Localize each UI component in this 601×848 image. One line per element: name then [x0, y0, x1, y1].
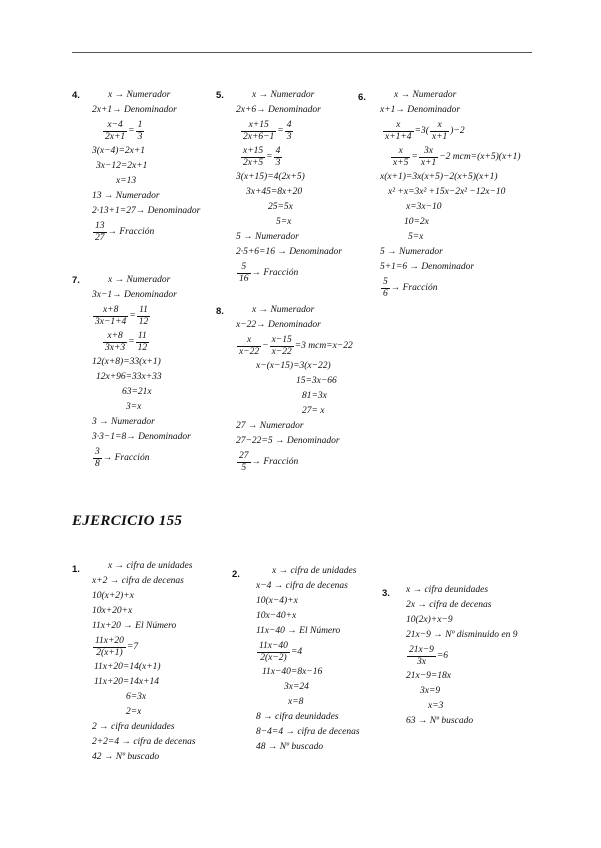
fraction	[241, 120, 276, 143]
fraction-denominator: 2(x+1)	[96, 647, 123, 658]
equation-line	[82, 303, 191, 329]
equation-line	[82, 705, 196, 720]
equation-line	[226, 245, 342, 260]
equation-line	[226, 144, 342, 170]
equation-line	[82, 634, 196, 660]
fraction-denominator: 12	[137, 342, 148, 353]
equation-text: x² +x=3x² +15x−2x² −12x−10	[388, 187, 506, 197]
equation-text: x → cifra deunidades	[406, 585, 489, 595]
fraction-numerator: 11x−40	[259, 640, 288, 651]
equation-text: 27= x	[302, 406, 325, 416]
fraction-numerator: x+15	[243, 145, 264, 156]
fraction	[93, 221, 107, 244]
equation-line	[82, 189, 200, 204]
equation-text: 5 → Numerador	[236, 232, 299, 242]
fraction-numerator: 1	[137, 119, 143, 130]
equation-line	[82, 720, 196, 735]
equation-line	[368, 230, 521, 245]
problem-top-4	[82, 273, 191, 471]
equation-line	[82, 559, 196, 574]
equation-line	[226, 170, 342, 185]
equation-line	[82, 174, 200, 189]
fraction-numerator: 4	[275, 145, 281, 156]
equation-line	[82, 675, 196, 690]
equation-line	[368, 185, 521, 200]
fraction-denominator: 2x+1	[105, 131, 126, 142]
equation-text: =	[129, 310, 136, 321]
equation-line	[82, 400, 191, 415]
fraction-denominator: 6	[383, 288, 388, 299]
equation-line	[82, 604, 196, 619]
equation-line	[392, 669, 517, 684]
equation-text: 21x−9 → Nº disminuido en 9	[406, 630, 518, 640]
equation-text: =	[277, 125, 284, 136]
equation-line	[368, 245, 521, 260]
equation-line	[392, 714, 517, 729]
fraction-denominator: x+5	[393, 157, 409, 168]
fraction	[237, 335, 261, 358]
equation-text: 10=2x	[404, 217, 429, 227]
equation-text: =3(	[414, 125, 429, 136]
equation-text: 5=x	[276, 217, 292, 227]
equation-line	[368, 215, 521, 230]
equation-line	[226, 333, 353, 359]
equation-text: 63 → Nº buscado	[406, 716, 474, 726]
equation-text: x → Numerador	[252, 305, 315, 315]
equation-text: 8 → cifra deunidades	[256, 712, 339, 722]
equation-text: 10(2x)+x−9	[406, 615, 453, 625]
fraction-numerator: x	[383, 120, 414, 132]
equation-line	[392, 699, 517, 714]
equation-text: x=3	[428, 701, 444, 711]
equation-line	[226, 419, 353, 434]
fraction-numerator: 11x+20	[95, 635, 124, 646]
equation-text: 3x−12=2x+1	[96, 161, 148, 171]
equation-line	[226, 449, 353, 475]
equation-line	[82, 329, 191, 355]
equation-text: 10x+20+x	[92, 606, 133, 616]
equation-line	[82, 445, 191, 471]
fraction-numerator: 21x−9	[409, 644, 434, 655]
equation-text: 10(x+2)+x	[92, 591, 134, 601]
problem-top-5	[226, 303, 353, 475]
fraction	[419, 146, 438, 169]
equation-line	[242, 639, 360, 665]
fraction-numerator: x+8	[93, 305, 128, 317]
fraction-numerator: 5	[383, 276, 388, 287]
fraction-denominator: x+1	[420, 157, 437, 168]
equation-line	[226, 215, 342, 230]
fraction	[93, 447, 102, 470]
equation-line	[82, 735, 196, 750]
equation-text: 2x+1→ Denominador	[92, 105, 177, 115]
equation-line	[368, 103, 521, 118]
equation-text: =3 mcm=x−22	[294, 340, 353, 351]
header-rule	[72, 52, 532, 53]
equation-text: 2·5+6=16 → Denominador	[236, 247, 342, 257]
equation-line	[82, 660, 196, 675]
equation-line	[82, 430, 191, 445]
fraction	[430, 120, 449, 143]
fraction	[136, 120, 145, 143]
equation-text: =	[128, 125, 135, 136]
equation-text: 10(x−4)+x	[256, 596, 298, 606]
equation-line	[242, 594, 360, 609]
equation-text: 3x=24	[284, 682, 309, 692]
equation-text: 2=x	[126, 707, 142, 717]
fraction	[93, 305, 128, 328]
equation-line	[82, 690, 196, 705]
fraction-numerator: 11	[136, 331, 150, 343]
equation-text: 2 → cifra deunidades	[92, 722, 175, 732]
equation-line	[392, 643, 517, 669]
equation-line	[242, 710, 360, 725]
equation-line	[392, 598, 517, 613]
fraction-denominator: 3x	[416, 656, 426, 667]
fraction-numerator: 11	[137, 305, 151, 317]
fraction-numerator: 27	[239, 450, 249, 461]
equation-line	[82, 619, 196, 634]
equation-line	[82, 370, 191, 385]
fraction-denominator: x+1+4	[385, 131, 412, 142]
equation-text: 3·3−1=8→ Denominador	[92, 432, 191, 442]
equation-line	[82, 118, 200, 144]
fraction-numerator: 3	[95, 446, 100, 457]
problem-top-3	[368, 88, 521, 301]
fraction-denominator: 5	[241, 462, 247, 473]
equation-line	[226, 230, 342, 245]
equation-text: 3x+45=8x+20	[246, 187, 303, 197]
equation-text: x → cifra de unidades	[272, 566, 357, 576]
equation-text: 5+1=6 → Denominador	[380, 262, 475, 272]
equation-text: 63=21x	[122, 387, 152, 397]
equation-text: x−22→ Denominador	[236, 320, 321, 330]
equation-line	[242, 564, 360, 579]
fraction-numerator: x	[237, 335, 261, 347]
equation-text: 13 → Numerador	[92, 191, 160, 201]
equation-line	[226, 103, 342, 118]
equation-text: → Fracción	[107, 226, 155, 237]
problem-number: 8.	[216, 306, 224, 317]
equation-text: −	[262, 340, 269, 351]
equation-text: x(x+1)=3x(x+5)−2(x+5)(x+1)	[380, 172, 498, 182]
equation-text: 5 → Numerador	[380, 247, 443, 257]
equation-text: 11x−40 → El Número	[256, 626, 341, 636]
equation-line	[82, 204, 200, 219]
equation-line	[226, 389, 353, 404]
fraction-denominator: 12	[138, 316, 149, 327]
fraction-denominator: 3	[137, 131, 143, 142]
equation-text: x=13	[116, 176, 137, 186]
fraction-denominator: 2x+6−1	[243, 131, 275, 142]
equation-text: 8−4=4 → cifra de decenas	[256, 727, 360, 737]
equation-line	[242, 680, 360, 695]
equation-text: 25=5x	[268, 202, 293, 212]
problem-number: 2.	[232, 569, 240, 580]
equation-text: 15=3x−66	[296, 376, 337, 386]
fraction	[237, 262, 251, 285]
problem-number: 5.	[216, 90, 224, 101]
equation-text: 11x+20=14(x+1)	[94, 662, 161, 672]
equation-text: 27−22=5 → Denominador	[236, 436, 340, 446]
fraction	[137, 305, 151, 328]
equation-line	[82, 144, 200, 159]
problem-number: 4.	[72, 90, 80, 101]
equation-line	[368, 144, 521, 170]
problem-number: 1.	[72, 564, 80, 575]
equation-text: x → Numerador	[394, 90, 457, 100]
equation-line	[392, 684, 517, 699]
equation-text: 3(x−4)=2x+1	[92, 146, 145, 156]
equation-text: x → Numerador	[252, 90, 315, 100]
equation-text: 12(x+8)=33(x+1)	[92, 357, 161, 367]
fraction	[285, 120, 294, 143]
fraction-denominator: x−22	[239, 346, 260, 357]
equation-text: → Fracción	[102, 452, 150, 463]
equation-text: 48 → Nº buscado	[256, 742, 324, 752]
fraction-denominator: 8	[95, 458, 100, 469]
fraction	[257, 641, 290, 664]
equation-line	[242, 609, 360, 624]
fraction	[381, 277, 390, 300]
fraction-denominator: 27	[95, 232, 105, 243]
equation-text: 27 → Numerador	[236, 421, 304, 431]
fraction	[407, 645, 436, 668]
equation-text: 21x−9=18x	[406, 671, 452, 681]
fraction	[391, 146, 410, 169]
equation-line	[82, 273, 191, 288]
fraction-numerator: 5	[237, 262, 251, 274]
fraction	[241, 146, 265, 169]
problem-number: 6.	[358, 92, 366, 103]
fraction	[274, 146, 283, 169]
equation-line	[82, 159, 200, 174]
fraction-denominator: 3	[286, 131, 292, 142]
equation-text: −2 mcm=(x+5)(x+1)	[439, 151, 521, 162]
equation-line	[82, 288, 191, 303]
problem-number: 3.	[382, 588, 390, 599]
problem-top-2	[226, 88, 342, 286]
equation-line	[226, 404, 353, 419]
fraction-denominator: x−22	[271, 346, 292, 357]
equation-line	[368, 88, 521, 103]
fraction-denominator: 2x+5	[243, 157, 264, 168]
equation-line	[368, 275, 521, 301]
fraction-numerator: x−15	[271, 334, 292, 345]
fraction-denominator: 3	[275, 157, 281, 168]
equation-text: )−2	[450, 125, 465, 136]
equation-line	[226, 88, 342, 103]
equation-text: x → cifra de unidades	[108, 561, 193, 571]
equation-text: 81=3x	[302, 391, 327, 401]
equation-text: x−(x−15)=3(x−22)	[256, 361, 331, 371]
problem-top-1	[82, 88, 200, 245]
fraction-numerator: x−4	[103, 120, 127, 132]
section-title: EJERCICIO 155	[72, 513, 183, 529]
equation-line	[242, 579, 360, 594]
equation-text: 3x−1→ Denominador	[92, 290, 177, 300]
equation-line	[82, 219, 200, 245]
equation-text: 11x−40=8x−16	[262, 667, 323, 677]
equation-line	[242, 624, 360, 639]
equation-text: → Fracción	[251, 456, 299, 467]
equation-text: =6	[436, 650, 449, 661]
equation-text: 10x−40+x	[256, 611, 297, 621]
equation-text: 3x=9	[420, 686, 441, 696]
equation-line	[226, 374, 353, 389]
fraction-numerator: x+15	[241, 120, 276, 132]
equation-text: 11x+20 → El Número	[92, 621, 177, 631]
equation-text: =	[266, 151, 273, 162]
equation-text: =4	[290, 646, 303, 657]
equation-line	[226, 118, 342, 144]
equation-line	[392, 613, 517, 628]
fraction	[270, 335, 294, 358]
equation-text: 11x+20=14x+14	[94, 677, 159, 687]
equation-text: 5=x	[408, 232, 424, 242]
problem-bottom-3	[392, 583, 517, 729]
equation-line	[368, 260, 521, 275]
equation-text: 3=x	[126, 402, 142, 412]
equation-text: x → Numerador	[108, 275, 171, 285]
fraction-denominator: 3x−1+4	[95, 316, 127, 327]
fraction	[237, 451, 251, 474]
fraction-numerator: 4	[286, 119, 292, 130]
equation-line	[368, 200, 521, 215]
fraction-numerator: 13	[95, 220, 105, 231]
equation-line	[226, 318, 353, 333]
equation-line	[226, 434, 353, 449]
equation-text: 12x+96=33x+33	[96, 372, 162, 382]
equation-text: =	[411, 151, 418, 162]
equation-text: 3 → Numerador	[92, 417, 155, 427]
equation-line	[226, 359, 353, 374]
equation-text: =7	[126, 641, 139, 652]
equation-text: 3(x+15)=4(2x+5)	[236, 172, 305, 182]
fraction	[93, 636, 126, 659]
equation-line	[82, 88, 200, 103]
problem-bottom-2	[242, 564, 360, 755]
equation-line	[226, 200, 342, 215]
fraction-denominator: 2(x−2)	[260, 652, 287, 663]
equation-line	[392, 628, 517, 643]
equation-line	[242, 665, 360, 680]
equation-line	[242, 740, 360, 755]
equation-text: 2x → cifra de decenas	[406, 600, 492, 610]
equation-line	[82, 750, 196, 765]
equation-text: =	[128, 336, 135, 347]
equation-text: → Fracción	[390, 282, 438, 293]
equation-text: x+2 → cifra de decenas	[92, 576, 184, 586]
equation-text: 2·13+1=27→ Denominador	[92, 206, 201, 216]
equation-text: → Fracción	[251, 267, 299, 278]
equation-line	[82, 103, 200, 118]
fraction	[103, 331, 127, 354]
equation-text: 6=3x	[126, 692, 147, 702]
equation-line	[242, 725, 360, 740]
equation-text: 42 → Nº buscado	[92, 752, 160, 762]
equation-line	[368, 170, 521, 185]
equation-text: 2x+6→ Denominador	[236, 105, 321, 115]
equation-line	[82, 589, 196, 604]
problem-number: 7.	[72, 275, 80, 286]
equation-text: x → Numerador	[108, 90, 171, 100]
fraction-denominator: 16	[239, 273, 249, 284]
equation-line	[226, 303, 353, 318]
fraction-denominator: x+1	[431, 131, 448, 142]
fraction-numerator: 3x	[419, 146, 438, 158]
equation-line	[82, 574, 196, 589]
equation-text: x=8	[288, 697, 304, 707]
equation-line	[242, 695, 360, 710]
fraction	[136, 331, 150, 354]
equation-text: 2+2=4 → cifra de decenas	[92, 737, 196, 747]
equation-text: x−4 → cifra de decenas	[256, 581, 348, 591]
equation-line	[392, 583, 517, 598]
equation-line	[226, 185, 342, 200]
equation-text: x=3x−10	[406, 202, 442, 212]
equation-line	[226, 260, 342, 286]
problem-bottom-1	[82, 559, 196, 765]
fraction	[103, 120, 127, 143]
fraction-denominator: 3x+3	[105, 342, 126, 353]
equation-text: x+1→ Denominador	[380, 105, 461, 115]
equation-line	[82, 385, 191, 400]
equation-line	[82, 355, 191, 370]
equation-line	[82, 415, 191, 430]
equation-line	[368, 118, 521, 144]
fraction-numerator: x+8	[103, 331, 127, 343]
fraction-numerator: x	[430, 120, 449, 132]
fraction	[383, 120, 414, 143]
fraction-numerator: x	[391, 146, 410, 158]
